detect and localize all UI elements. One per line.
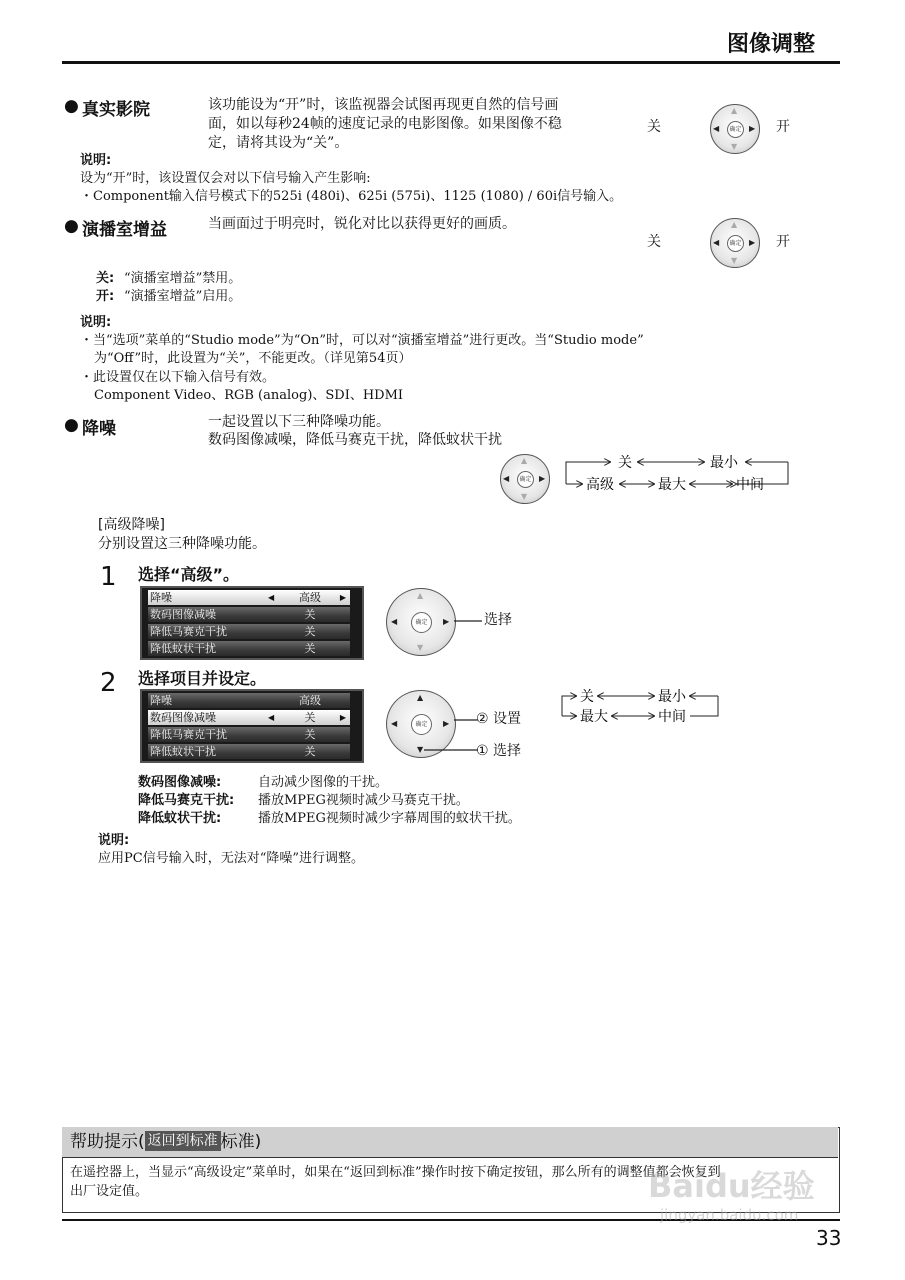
nr-note-title: 说明: (98, 833, 130, 848)
sub-cycle-mid: 中间 (658, 709, 686, 725)
center-ok-icon: 确定 (517, 471, 534, 488)
cinema-note-1: 设为“开”时，该设置仅会对以下信号输入产生影响: (80, 171, 371, 186)
help-title-tag: 返回到标准 (145, 1131, 221, 1151)
sub-cycle-min: 最小 (658, 689, 686, 705)
def-term-mosquito: 降低蚊状干扰: (138, 811, 222, 826)
studio-off-label: 关 (647, 234, 661, 250)
menu-row-value: 关 (304, 745, 316, 758)
center-ok-icon: 确定 (411, 612, 432, 633)
cinema-note-2: ・Component输入信号模式下的525i (480i)、625i (575i)、1125 (1080) / 60i信号输入。 (80, 189, 623, 204)
def-term-mosaic: 降低马赛克干扰: (138, 793, 235, 808)
menu-row-value: 高级 (299, 591, 321, 604)
cycle-min: 最小 (710, 455, 738, 471)
menu-row[interactable] (148, 624, 350, 639)
def-text-dnr: 自动减少图像的干扰。 (258, 775, 389, 790)
def-text-mosquito: 播放MPEG视频时减少字幕周围的蚊状干扰。 (258, 811, 521, 826)
remote-dpad-icon: 确定 ▲ ▼ ◀ ▶ (500, 454, 550, 504)
nr-desc-1: 一起设置以下三种降噪功能。 (208, 414, 390, 430)
menu-row[interactable] (148, 744, 350, 759)
menu-row-label: 数码图像减噪 (150, 711, 216, 724)
nr-sub-title: [高级降噪] (98, 517, 165, 533)
step-2-number: 2 (100, 668, 117, 698)
menu-row-label: 降噪 (150, 591, 172, 604)
menu-row[interactable] (148, 710, 350, 725)
studio-note-1: ・当“选项”菜单的“Studio mode”为“On”时，可以对“演播室增益”进行更改。当“Studio mode” (80, 333, 644, 348)
center-ok-icon: 确定 (727, 235, 744, 252)
step-1-number: 1 (100, 562, 117, 592)
cycle-mid: 中间 (736, 477, 764, 493)
studio-note-2: 为“Off”时，此设置为“关”，不能更改。（详见第54页） (94, 351, 412, 366)
cycle-max: 最大 (658, 477, 686, 493)
menu-row-value: 关 (304, 608, 316, 621)
menu-row-label: 降低马赛克干扰 (150, 728, 227, 741)
help-text-1: 在遥控器上，当显示“高级设定”菜单时，如果在“返回到标准”操作时按下确定按钮，那么所有的调整值都会恢复到 (70, 1165, 721, 1180)
left-arrow-icon: ◀ (268, 593, 275, 602)
studio-note-4: Component Video、RGB (analog)、SDI、HDMI (94, 388, 404, 403)
studio-on-key: 开: (96, 289, 115, 304)
center-ok-icon: 确定 (411, 714, 432, 735)
right-arrow-icon: ▶ (339, 593, 346, 602)
nr-sub-cycle-diagram (556, 686, 724, 726)
select-leader-line (454, 618, 484, 624)
watermark-brand: Baidu经验 (648, 1167, 815, 1205)
nr-desc-2: 数码图像减噪，降低马赛克干扰，降低蚊状干扰 (208, 432, 502, 448)
right-arrow-icon: ▶ (339, 713, 346, 722)
studio-note-title: 说明: (80, 315, 112, 330)
menu-row[interactable] (148, 641, 350, 656)
menu-row-label: 降低马赛克干扰 (150, 625, 227, 638)
menu-row-label: 降噪 (150, 694, 172, 707)
step-2-text: 选择项目并设定。 (138, 669, 267, 688)
watermark-url: jingyan.baidu.com (660, 1206, 799, 1224)
center-ok-icon: 确定 (727, 121, 744, 138)
sub-cycle-off: 关 (580, 689, 594, 705)
step-1-text: 选择“高级”。 (138, 565, 240, 584)
help-title (70, 1130, 261, 1154)
menu-row[interactable] (148, 727, 350, 742)
cinema-note-title: 说明: (80, 153, 112, 168)
help-text-2: 出厂设定值。 (70, 1184, 149, 1199)
bullet-icon: ● (64, 216, 79, 236)
def-text-mosaic: 播放MPEG视频时减少马赛克干扰。 (258, 793, 469, 808)
help-title-post: 标准) (220, 1132, 262, 1152)
studio-off-key: 关: (96, 271, 115, 286)
nr-sub-desc: 分别设置这三种降噪功能。 (98, 536, 266, 552)
studio-note-3: ・此设置仅在以下输入信号有效。 (80, 370, 276, 385)
left-arrow-icon: ◀ (268, 713, 275, 722)
set-select-leader-lines (420, 712, 480, 756)
menu-row-value: 关 (304, 625, 316, 638)
nr-title: 降噪 (82, 419, 116, 439)
sub-cycle-max: 最大 (580, 709, 608, 725)
cycle-advanced: 高级 (586, 477, 614, 493)
menu-row-label: 降低蚊状干扰 (150, 642, 216, 655)
cinema-desc-3: 定，请将其设为“关”。 (208, 135, 349, 151)
menu-row-value: 高级 (299, 694, 321, 707)
cinema-title: 真实影院 (82, 100, 150, 120)
menu-row-value: 关 (304, 642, 316, 655)
nr-note: 应用PC信号输入时，无法对“降噪”进行调整。 (98, 851, 364, 866)
menu-row-value: 关 (304, 711, 316, 724)
studio-on-text: “演播室增益”启用。 (124, 289, 242, 304)
remote-dpad-icon: 确定 ▲ ▼ ◀ ▶ (386, 690, 456, 758)
menu-row[interactable] (148, 590, 350, 605)
cinema-desc-1: 该功能设为“开”时，该监视器会试图再现更自然的信号画 (208, 97, 559, 113)
nr-menu-step2 (140, 689, 364, 763)
bullet-icon: ● (64, 96, 79, 116)
nr-cycle-diagram (560, 450, 800, 496)
step-2-select-label: ① 选择 (476, 743, 522, 759)
page-title: 图像调整 (727, 32, 816, 57)
remote-dpad-icon: 确定 ▲ ▼ ◀ ▶ (710, 218, 760, 268)
studio-on-label: 开 (776, 234, 790, 250)
header-rule (62, 61, 840, 64)
cycle-off: 关 (618, 455, 632, 471)
step-1-select-label: 选择 (484, 612, 512, 628)
menu-row[interactable] (148, 607, 350, 622)
help-title-pre: 帮助提示( (70, 1132, 145, 1152)
studio-title: 演播室增益 (82, 220, 167, 240)
cinema-on-label: 开 (776, 119, 790, 135)
page-number: 33 (816, 1226, 842, 1250)
cinema-off-label: 关 (647, 119, 661, 135)
menu-row[interactable] (148, 693, 350, 708)
bullet-icon: ● (64, 415, 79, 435)
menu-row-label: 数码图像减噪 (150, 608, 216, 621)
studio-desc: 当画面过于明亮时，锐化对比以获得更好的画质。 (208, 216, 516, 232)
remote-dpad-icon: 确定 ▲ ▼ ◀ ▶ (386, 588, 456, 656)
remote-dpad-icon: 确定 ▲ ▼ ◀ ▶ (710, 104, 760, 154)
nr-menu-step1 (140, 586, 364, 660)
studio-off-text: “演播室增益”禁用。 (124, 271, 242, 286)
menu-row-label: 降低蚊状干扰 (150, 745, 216, 758)
def-term-dnr: 数码图像减噪: (138, 775, 222, 790)
cinema-desc-2: 面，如以每秒24帧的速度记录的电影图像。如果图像不稳 (208, 116, 562, 132)
step-2-set-label: ② 设置 (476, 711, 522, 727)
menu-row-value: 关 (304, 728, 316, 741)
